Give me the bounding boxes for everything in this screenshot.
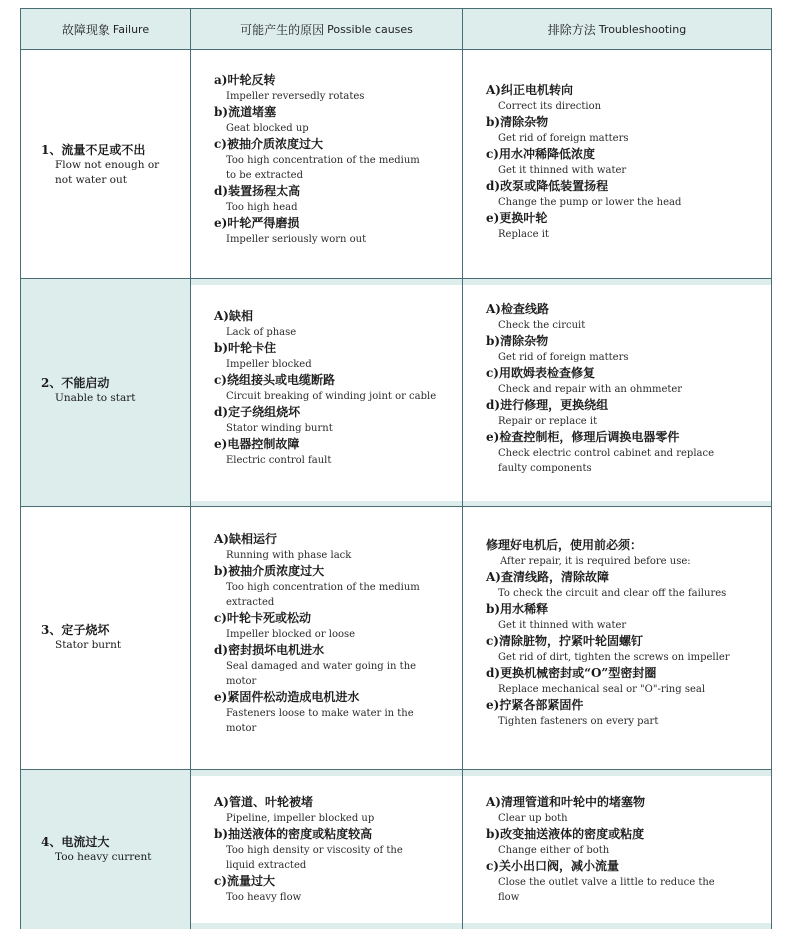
item-en-text: Too high concentration of the medium: [226, 155, 420, 166]
item-zh-text: c)关小出口阀，减小流量: [486, 859, 619, 873]
list-item: [486, 601, 765, 633]
failure-zh: 1、流量不足或不出: [41, 143, 146, 157]
item-en-text: Pipeline, impeller blocked up: [226, 813, 375, 824]
item-en-text: extracted: [226, 597, 275, 608]
list-item: [214, 136, 456, 183]
item-zh-text: e)电器控制故障: [214, 437, 300, 451]
item-zh-text: e)拧紧各部紧固件: [486, 698, 584, 712]
item-zh-text: b)叶轮卡住: [214, 341, 277, 355]
list-item: [214, 436, 456, 468]
list-item: [486, 82, 765, 114]
item-en-text: Circuit breaking of winding joint or cable: [226, 391, 437, 402]
list-item: [486, 114, 765, 146]
causes-cell: [191, 50, 463, 279]
header-causes: [191, 9, 463, 49]
fixes-intro-zh: 修理好电机后，使用前必须：: [486, 538, 643, 552]
item-en-text: Stator winding burnt: [226, 423, 333, 434]
item-zh-text: A)检查线路: [486, 302, 549, 316]
list-item: [486, 333, 765, 365]
table-row: [21, 278, 771, 507]
failure-en: Too heavy current: [55, 851, 152, 863]
item-zh-text: A)清理管道和叶轮中的堵塞物: [486, 795, 645, 809]
item-zh-text: d)定子绕组烧坏: [214, 405, 301, 419]
list-item: [214, 340, 456, 372]
item-zh-text: e)更换叶轮: [486, 211, 548, 225]
item-en-text: Too high concentration of the medium: [226, 582, 420, 593]
item-zh-text: d)进行修理，更换绕组: [486, 398, 609, 412]
item-en-text: Correct its direction: [498, 101, 602, 112]
item-zh-text: A)管道、叶轮被堵: [214, 795, 313, 809]
list-item: [486, 665, 765, 697]
table-row: [21, 769, 771, 929]
header-causes-en: Possible causes: [327, 22, 413, 36]
causes-list: [214, 72, 456, 247]
item-en-text: Check electric control cabinet and replace: [498, 448, 714, 459]
item-en-text: To check the circuit and clear off the failures: [498, 588, 727, 599]
header-troubleshooting: [463, 9, 771, 49]
item-zh-text: b)改变抽送液体的密度或粘度: [486, 827, 645, 841]
item-en-text: Impeller reversedly rotates: [226, 91, 365, 102]
item-en-text: Running with phase lack: [226, 550, 352, 561]
item-zh-text: c)叶轮卡死或松动: [214, 611, 311, 625]
item-en-text: motor: [226, 723, 257, 734]
list-item: [214, 404, 456, 436]
item-zh-text: c)被抽介质浓度过大: [214, 137, 323, 151]
list-item: [214, 183, 456, 215]
item-zh-text: A)缺相: [214, 309, 253, 323]
table-row: [21, 506, 771, 770]
list-item: [486, 633, 765, 665]
item-en-text: Check and repair with an ohmmeter: [498, 384, 683, 395]
item-zh-text: e)叶轮严得磨损: [214, 216, 300, 230]
item-zh-text: d)改泵或降低装置扬程: [486, 179, 609, 193]
header-failure: [21, 9, 191, 49]
header-causes-zh: 可能产生的原因: [240, 22, 325, 37]
item-zh-text: e)检查控制柜，修理后调换电器零件: [486, 430, 680, 444]
list-item: [214, 308, 456, 340]
item-en-text: Get rid of dirt, tighten the screws on impeller: [498, 652, 730, 663]
list-item: [214, 689, 456, 736]
item-en-text: Seal damaged and water going in the: [226, 661, 417, 672]
fixes-list: [486, 794, 765, 905]
header-failure-en: Failure: [112, 22, 150, 36]
item-en-text: motor: [226, 676, 257, 687]
item-zh-text: d)更换机械密封或“O”型密封圈: [486, 666, 657, 680]
item-en-text: Get rid of foreign matters: [498, 352, 629, 363]
item-zh-text: a)叶轮反转: [214, 73, 276, 87]
failure-cell: [21, 507, 191, 770]
item-zh-text: b)清除杂物: [486, 334, 549, 348]
item-en-text: Repair or replace it: [498, 416, 598, 427]
item-zh-text: c)流量过大: [214, 874, 275, 888]
troubleshooting-cell: [463, 770, 771, 929]
list-item: [486, 697, 765, 729]
item-en-text: faulty components: [498, 463, 592, 474]
item-en-text: Too heavy flow: [226, 892, 302, 903]
header-trouble-zh: 排除方法: [547, 22, 596, 37]
list-item: [486, 826, 765, 858]
item-en-text: Change the pump or lower the head: [498, 197, 682, 208]
item-zh-text: d)密封损坏电机进水: [214, 643, 325, 657]
item-en-text: flow: [498, 892, 520, 903]
list-item: [214, 563, 456, 610]
list-item: [214, 826, 456, 873]
item-zh-text: d)装置扬程太高: [214, 184, 301, 198]
item-zh-text: c)清除脏物，拧紧叶轮固螺钉: [486, 634, 643, 648]
causes-cell: [191, 279, 463, 507]
item-zh-text: c)用欧姆表检查修复: [486, 366, 595, 380]
troubleshooting-cell: [463, 50, 771, 279]
fixes-list: [486, 301, 765, 476]
item-en-text: Fasteners loose to make water in the: [226, 708, 414, 719]
list-item: [486, 429, 765, 476]
failure-en: Flow not enough or: [55, 159, 160, 171]
item-zh-text: b)抽送液体的密度或粘度较高: [214, 827, 373, 841]
list-item: [214, 372, 456, 404]
list-item: [486, 569, 765, 601]
failure-zh: 2、不能启动: [41, 376, 110, 390]
item-en-text: Replace it: [498, 229, 549, 240]
item-en-text: Impeller seriously worn out: [226, 234, 367, 245]
causes-cell: [191, 770, 463, 929]
item-zh-text: c)绕组接头或电缆断路: [214, 373, 335, 387]
item-en-text: Tighten fasteners on every part: [498, 716, 659, 727]
item-en-text: Electric control fault: [226, 455, 332, 466]
item-en-text: Impeller blocked: [226, 359, 312, 370]
header-trouble-en: Troubleshooting: [598, 22, 687, 36]
item-en-text: Replace mechanical seal or "O"-ring seal: [498, 684, 706, 695]
list-item: [214, 873, 456, 905]
list-item: [486, 301, 765, 333]
list-item: [214, 531, 456, 563]
item-zh-text: b)用水稀释: [486, 602, 549, 616]
item-en-text: Get it thinned with water: [498, 620, 627, 631]
list-item: [214, 642, 456, 689]
failure-en: Stator burnt: [55, 639, 122, 651]
troubleshooting-table: [20, 8, 772, 929]
header-failure-zh: 故障现象: [61, 22, 110, 37]
list-item: [214, 610, 456, 642]
causes-list: [214, 531, 456, 736]
troubleshooting-cell: [463, 507, 771, 770]
item-zh-text: A)纠正电机转向: [486, 83, 573, 97]
item-en-text: Too high head: [226, 202, 298, 213]
item-zh-text: c)用水冲稀降低浓度: [486, 147, 595, 161]
causes-cell: [191, 507, 463, 770]
list-item: [486, 365, 765, 397]
item-en-text: Close the outlet valve a little to reduce the: [498, 877, 715, 888]
failure-cell: [21, 50, 191, 279]
item-en-text: Change either of both: [498, 845, 610, 856]
item-en-text: Geat blocked up: [226, 123, 309, 134]
item-en-text: Get rid of foreign matters: [498, 133, 629, 144]
list-item: [486, 178, 765, 210]
fixes-list: [486, 537, 765, 729]
item-en-text: Get it thinned with water: [498, 165, 627, 176]
failure-cell: [21, 279, 191, 507]
item-zh-text: b)清除杂物: [486, 115, 549, 129]
failure-en: not water out: [55, 174, 127, 186]
causes-list: [214, 794, 456, 905]
table-row: [21, 49, 771, 279]
item-en-text: Clear up both: [498, 813, 568, 824]
causes-list: [214, 308, 456, 468]
failure-zh: 4、电流过大: [41, 835, 110, 849]
list-item: [214, 215, 456, 247]
list-item: [486, 794, 765, 826]
item-zh-text: e)紧固件松动造成电机进水: [214, 690, 360, 704]
fixes-intro-en: After repair, it is required before use:: [500, 556, 691, 567]
troubleshooting-cell: [463, 279, 771, 507]
failure-cell: [21, 770, 191, 929]
item-en-text: Lack of phase: [226, 327, 297, 338]
list-item: [214, 794, 456, 826]
item-en-text: to be extracted: [226, 170, 303, 181]
fixes-list: [486, 82, 765, 242]
failure-zh: 3、定子烧坏: [41, 623, 110, 637]
table-header: [21, 9, 771, 49]
item-zh-text: A)查清线路，清除故障: [486, 570, 609, 584]
list-item: [486, 210, 765, 242]
list-item: [214, 104, 456, 136]
failure-en: Unable to start: [55, 392, 136, 404]
item-zh-text: b)流道堵塞: [214, 105, 277, 119]
item-zh-text: A)缺相运行: [214, 532, 277, 546]
item-en-text: liquid extracted: [226, 860, 307, 871]
list-item: [214, 72, 456, 104]
list-item: [486, 858, 765, 905]
item-en-text: Check the circuit: [498, 320, 586, 331]
item-zh-text: b)被抽介质浓度过大: [214, 564, 325, 578]
list-item: [486, 397, 765, 429]
list-item: [486, 146, 765, 178]
item-en-text: Impeller blocked or loose: [226, 629, 356, 640]
item-en-text: Too high density or viscosity of the: [226, 845, 403, 856]
